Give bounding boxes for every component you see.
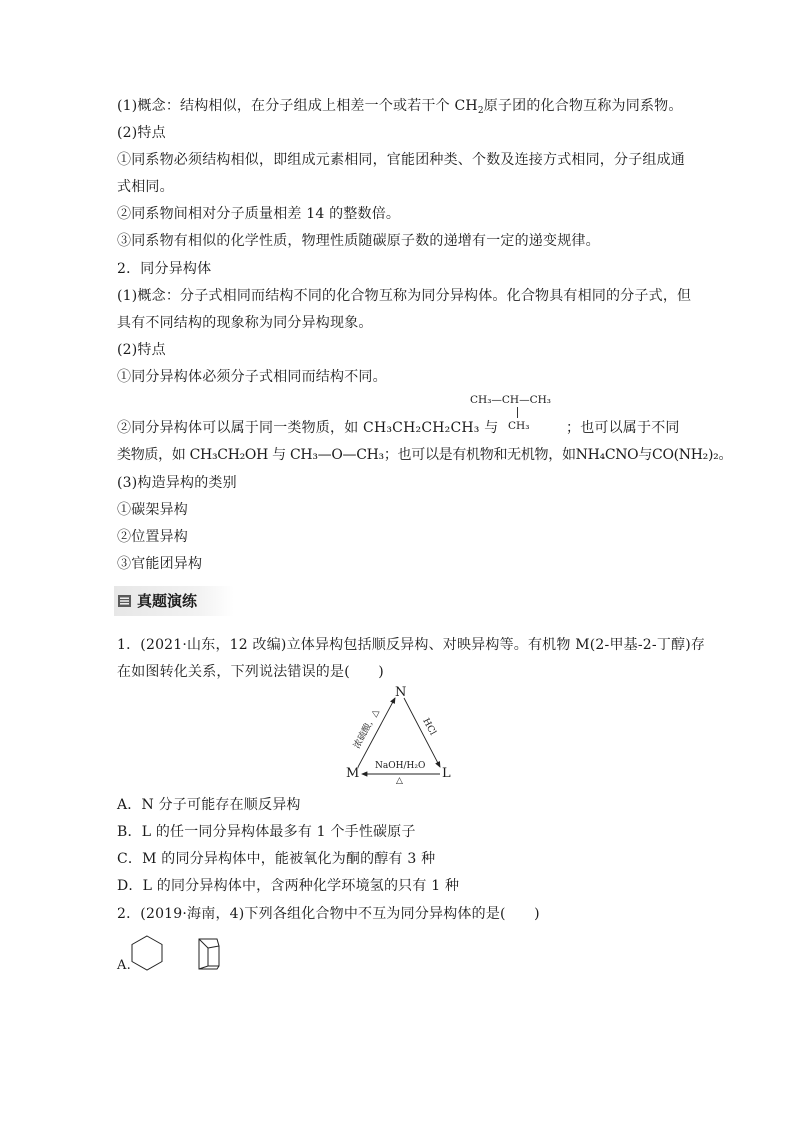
isomer-feature-2-part2: ；也可以属于不同 bbox=[566, 420, 680, 436]
bottom-reagent-label: NaOH/H₂O bbox=[375, 761, 426, 771]
isomer-types-title: (3)构造异构的类别 bbox=[117, 475, 237, 491]
isomer-feature-1: ①同分异构体必须分子式相同而结构不同。 bbox=[117, 369, 387, 385]
prism-structure-icon bbox=[196, 936, 222, 972]
q1-stem-line2: 在如图转化关系，下列说法错误的是( ) bbox=[117, 664, 384, 680]
isomer-feature-2-part1: ②同分异构体可以属于同一类物质，如 CH₃CH₂CH₂CH₃ 与 bbox=[117, 420, 499, 436]
homolog-feature-3: ③同系物有相似的化学性质，物理性质随碳原子数的递增有一定的递变规律。 bbox=[117, 233, 600, 249]
homolog-feature-1-line2: 式相同。 bbox=[117, 179, 174, 195]
isomer-feature-2-line2: 类物质，如 CH₃CH₂OH 与 CH₃—O—CH₃；也可以是有机物和无机物，如NH₄CNO与CO(NH₂)₂。 bbox=[117, 447, 733, 463]
q2-option-a-label: A. bbox=[117, 958, 131, 973]
isomer-type-1: ①碳架异构 bbox=[117, 502, 188, 518]
homolog-feature-2: ②同系物间相对分子质量相差 14 的整数倍。 bbox=[117, 206, 401, 222]
node-m: M bbox=[346, 766, 360, 781]
homolog-concept: (1)概念：结构相似，在分子组成上相差一个或若干个 $CH_2$原子团的化合物互称为同系物。 bbox=[117, 98, 683, 116]
bottom-heat-label: △ bbox=[396, 776, 403, 786]
exercise-heading: 真题演练 bbox=[137, 592, 198, 610]
q1-option-a: A．N 分子可能存在顺反异构 bbox=[117, 797, 301, 813]
node-n: N bbox=[395, 685, 407, 700]
q1-option-d: D．L 的同分异构体中，含两种化学环境氢的只有 1 种 bbox=[117, 878, 460, 894]
hexagon-structure-icon bbox=[130, 934, 164, 972]
isomer-type-2: ②位置异构 bbox=[117, 529, 188, 545]
isomer-features-title: (2)特点 bbox=[117, 342, 166, 358]
q1-option-c: C．M 的同分异构体中，能被氧化为酮的醇有 3 种 bbox=[117, 851, 436, 867]
isobutane-main-chain: CH₃—CH—CH₃ bbox=[470, 394, 551, 406]
node-l: L bbox=[442, 766, 451, 781]
isomer-type-3: ③官能团异构 bbox=[117, 556, 203, 572]
homolog-feature-1-line1: ①同系物必须结构相似，即组成元素相同，官能团种类、个数及连接方式相同，分子组成通 bbox=[117, 152, 685, 168]
isobutane-branch-bond bbox=[517, 407, 518, 418]
isobutane-branch: CH₃ bbox=[508, 420, 530, 432]
list-icon bbox=[118, 595, 131, 607]
isomer-concept-line1: (1)概念：分子式相同而结构不同的化合物互称为同分异构体。化合物具有相同的分子式，但 bbox=[117, 288, 692, 304]
isomer-section-title: 2．同分异构体 bbox=[117, 261, 212, 277]
q1-stem-line1: 1．(2021·山东，12 改编)立体异构包括顺反异构、对映异构等。有机物 M(2-甲基-2-丁醇)存 bbox=[117, 637, 706, 653]
homolog-features-title: (2)特点 bbox=[117, 125, 166, 141]
q2-stem: 2．(2019·海南，4)下列各组化合物中不互为同分异构体的是( ) bbox=[117, 906, 540, 922]
left-reagent-label: 浓硫酸，△ bbox=[352, 707, 382, 751]
q1-option-b: B．L 的任一同分异构体最多有 1 个手性碳原子 bbox=[117, 824, 416, 840]
right-reagent-label: HCl bbox=[420, 716, 438, 738]
isomer-concept-line2: 具有不同结构的现象称为同分异构现象。 bbox=[117, 315, 373, 331]
